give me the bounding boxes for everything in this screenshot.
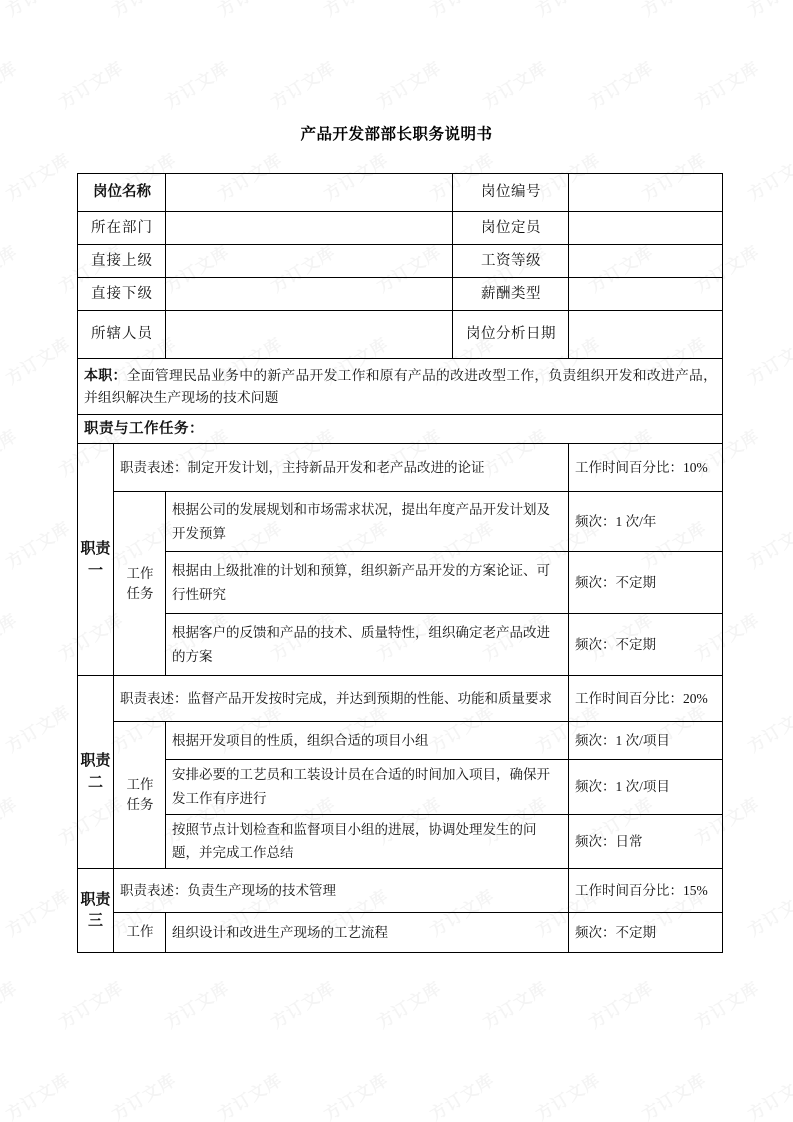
duty-desc-row	[78, 444, 723, 492]
info-row	[78, 311, 723, 359]
info-right-label	[453, 174, 569, 212]
duty-desc-label: 职责表述：	[120, 691, 188, 707]
duty-time-value: 20%	[683, 691, 708, 707]
info-right-label-text: 岗位分析日期	[466, 326, 556, 343]
task-freq-cell-text: 频次：日常	[575, 833, 643, 849]
info-left-value-text	[166, 190, 452, 196]
info-left-label-text: 直接下级	[91, 285, 153, 302]
task-text-cell-text: 根据开发项目的性质，组织合适的项目小组	[172, 733, 429, 749]
task-freq-cell-text: 频次：1 次/项目	[575, 733, 670, 749]
duty-task-row	[78, 722, 723, 760]
duty-task-row	[78, 760, 723, 814]
info-right-value[interactable]	[569, 278, 723, 311]
task-freq-cell	[569, 912, 723, 952]
info-left-value-text	[166, 225, 452, 231]
duty-number-cell	[78, 868, 114, 952]
task-text-cell	[166, 552, 569, 614]
task-freq-cell	[569, 614, 723, 676]
task-text-cell	[166, 814, 569, 868]
duty-desc-label: 职责表述：	[120, 460, 188, 476]
info-left-label	[78, 278, 166, 311]
info-row	[78, 212, 723, 245]
main-duty-keyword: 本职：	[84, 367, 127, 384]
task-freq-cell-text: 频次：不定期	[575, 575, 656, 591]
duty-time-cell	[569, 676, 723, 722]
info-row	[78, 245, 723, 278]
duty-task-row	[78, 814, 723, 868]
task-text-cell-text: 根据公司的发展规划和市场需求状况，提出年度产品开发计划及开发预算	[172, 502, 550, 541]
info-right-value[interactable]	[569, 245, 723, 278]
section-head-row	[78, 415, 723, 444]
info-right-label-text: 工资等级	[481, 252, 541, 269]
info-left-value-text	[166, 291, 452, 297]
task-freq-cell	[569, 722, 723, 760]
info-right-label	[453, 311, 569, 359]
tasks-label-cell	[114, 912, 166, 952]
duty-desc-cell-text	[114, 454, 568, 482]
duty-desc-row	[78, 676, 723, 722]
duty-desc-text: 监督产品开发按时完成，并达到预期的性能、功能和质量要求	[187, 691, 552, 707]
info-left-label	[78, 174, 166, 212]
info-right-value-text	[569, 332, 722, 338]
task-freq-cell	[569, 760, 723, 814]
task-freq-cell-text: 频次：1 次/年	[575, 514, 657, 530]
section-head-cell-text: 职责与工作任务：	[84, 421, 204, 437]
info-left-label	[78, 212, 166, 245]
tasks-label-cell	[114, 722, 166, 869]
info-right-value-text	[569, 291, 722, 297]
info-right-label	[453, 245, 569, 278]
info-left-label	[78, 245, 166, 278]
task-freq-cell	[569, 814, 723, 868]
info-right-value[interactable]	[569, 174, 723, 212]
info-left-label	[78, 311, 166, 359]
info-right-value[interactable]	[569, 311, 723, 359]
duty-desc-cell-text	[114, 877, 568, 905]
section-head-cell	[78, 415, 723, 444]
info-left-label-text: 所辖人员	[91, 326, 153, 343]
task-freq-cell-text: 频次：不定期	[575, 924, 656, 940]
duty-time-value: 10%	[683, 460, 708, 476]
duty-desc-row	[78, 868, 723, 912]
duty-time-cell	[569, 868, 723, 912]
duty-task-row	[78, 614, 723, 676]
duty-desc-cell	[114, 868, 569, 912]
duty-desc-cell	[114, 676, 569, 722]
task-text-cell	[166, 614, 569, 676]
duty-time-cell-text	[569, 877, 722, 905]
task-freq-cell-text: 频次：不定期	[575, 637, 656, 653]
info-right-value-text	[569, 258, 722, 264]
duty-time-label: 工作时间百分比：	[575, 882, 683, 898]
duty-number-cell-text: 职责三	[80, 889, 111, 930]
job-description-table	[77, 173, 723, 953]
info-right-value-text	[569, 225, 722, 231]
task-text-cell-text: 按照节点计划检查和监督项目小组的进展，协调处理发生的问题，并完成工作总结	[172, 821, 537, 861]
info-left-value[interactable]	[166, 311, 453, 359]
tasks-label-cell-text: 工作任务	[126, 776, 154, 813]
task-text-cell	[166, 912, 569, 952]
duty-desc-cell	[114, 444, 569, 492]
duty-desc-cell-text	[114, 685, 568, 713]
duty-number-cell	[78, 444, 114, 676]
task-text-cell	[166, 492, 569, 552]
info-left-value[interactable]	[166, 212, 453, 245]
info-left-label-text: 所在部门	[91, 219, 153, 236]
info-left-value[interactable]	[166, 278, 453, 311]
task-text-cell-text: 根据由上级批准的计划和预算，组织新产品开发的方案论证、可行性研究	[172, 563, 550, 602]
task-text-cell	[166, 722, 569, 760]
duty-time-cell-text	[569, 685, 722, 713]
main-duty-cell-text	[78, 362, 722, 412]
info-right-value[interactable]	[569, 212, 723, 245]
duty-number-cell-text: 职责一	[80, 539, 111, 579]
info-left-value-text	[166, 258, 452, 264]
main-duty-cell	[78, 359, 723, 415]
info-right-label	[453, 278, 569, 311]
duty-number-cell-text: 职责二	[80, 751, 111, 792]
duty-task-row	[78, 492, 723, 552]
duty-number-cell	[78, 676, 114, 869]
info-right-label-text: 岗位定员	[481, 219, 541, 236]
duty-desc-label: 职责表述：	[120, 882, 188, 898]
main-duty-row	[78, 359, 723, 415]
info-left-value-text	[166, 332, 452, 338]
info-right-label	[453, 212, 569, 245]
task-freq-cell-text: 频次：1 次/项目	[575, 779, 670, 795]
duty-desc-text: 负责生产现场的技术管理	[187, 882, 336, 898]
info-left-value[interactable]	[166, 174, 453, 212]
task-text-cell	[166, 760, 569, 814]
task-text-cell-text: 根据客户的反馈和产品的技术、质量特性，组织确定老产品改进的方案	[172, 625, 550, 664]
info-left-value[interactable]	[166, 245, 453, 278]
task-freq-cell	[569, 552, 723, 614]
duty-time-label: 工作时间百分比：	[575, 460, 683, 476]
info-left-label-text: 直接上级	[91, 252, 153, 269]
info-right-value-text	[569, 190, 722, 196]
info-row	[78, 174, 723, 212]
duty-desc-text: 制定开发计划，主持新品开发和老产品改进的论证	[187, 460, 485, 476]
duty-time-label: 工作时间百分比：	[575, 691, 683, 707]
info-right-label-text: 岗位编号	[481, 184, 541, 201]
info-right-label-text: 薪酬类型	[481, 285, 541, 302]
tasks-label-cell-text: 工作	[126, 924, 154, 940]
duty-time-value: 15%	[683, 882, 708, 898]
task-freq-cell	[569, 492, 723, 552]
duty-time-cell	[569, 444, 723, 492]
tasks-label-cell	[114, 492, 166, 676]
tasks-label-cell-text: 工作任务	[126, 565, 154, 601]
duty-task-row	[78, 552, 723, 614]
info-row	[78, 278, 723, 311]
duty-task-row	[78, 912, 723, 952]
task-text-cell-text: 组织设计和改进生产现场的工艺流程	[172, 924, 388, 940]
info-left-label-text: 岗位名称	[93, 184, 151, 201]
duty-time-cell-text	[569, 454, 722, 482]
main-duty-text: 全面管理民品业务中的新产品开发工作和原有产品的改进改型工作，负责组织开发和改进产品，并组织解决生产现场的技术问题	[84, 367, 717, 405]
task-text-cell-text: 安排必要的工艺员和工装设计员在合适的时间加入项目，确保开发工作有序进行	[172, 767, 550, 807]
page-title: 产品开发部部长职务说明书	[300, 125, 493, 143]
